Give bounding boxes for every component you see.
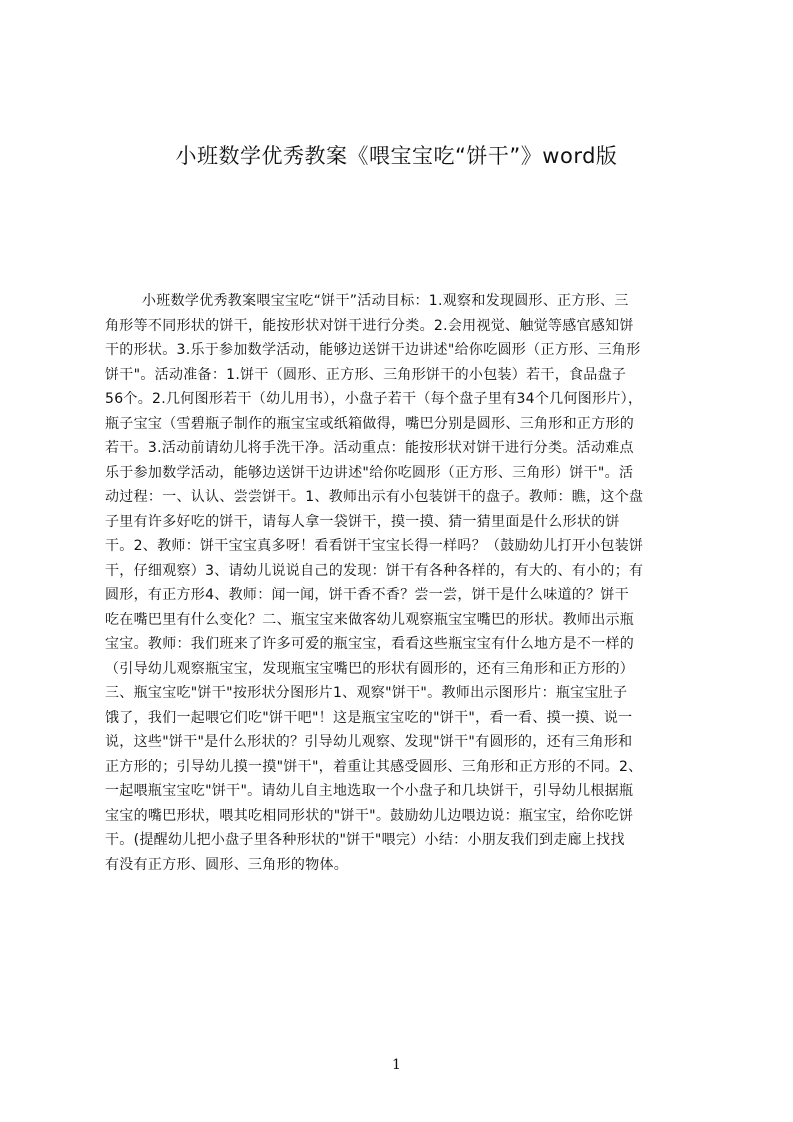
body-line: 角形等不同形状的饼干，能按形状对饼干进行分类。2.会用视觉、触觉等感官感知饼 <box>105 317 634 334</box>
document-title: 小班数学优秀教案《喂宝宝吃“饼干”》word版 <box>175 144 618 168</box>
body-line: 56个。2.几何图形若干（幼儿用书），小盘子若干（每个盘子里有34个几何图形片）， <box>105 391 643 407</box>
body-line: 干的形状。3.乐于参加数学活动，能够边送饼干边讲述"给你吃圆形（正方形、三角形 <box>105 342 641 358</box>
body-line: 说，这些"饼干"是什么形状的？引导幼儿观察、发现"饼干"有圆形的，还有三角形和 <box>105 734 633 750</box>
body-line: （引导幼儿观察瓶宝宝，发现瓶宝宝嘴巴的形状有圆形的，还有三角形和正方形的） <box>105 660 635 677</box>
body-line: 乐于参加数学活动，能够边送饼干边讲述"给你吃圆形（正方形、三角形）饼干"。活 <box>105 464 634 481</box>
page-number: 1 <box>392 1057 401 1073</box>
body-line: 动过程：一、认认、尝尝饼干。1、教师出示有小包装饼干的盘子。教师：瞧，这个盘 <box>105 489 644 505</box>
body-line: 圆形，有正方形4、教师：闻一闻，饼干香不香？尝一尝，饼干是什么味道的？饼干 <box>105 587 630 603</box>
body-line: 宝宝的嘴巴形状，喂其吃相同形状的"饼干"。鼓励幼儿边喂边说：瓶宝宝，给你吃饼 <box>105 807 634 824</box>
body-line: 吃在嘴巴里有什么变化？二、瓶宝宝来做客幼儿观察瓶宝宝嘴巴的形状。教师出示瓶 <box>105 611 635 628</box>
body-line: 瓶子宝宝（雪碧瓶子制作的瓶宝宝或纸箱做得，嘴巴分别是圆形、三角形和正方形的 <box>105 415 635 432</box>
body-line: 有没有正方形、圆形、三角形的物体。 <box>105 856 349 873</box>
document-body <box>105 289 697 929</box>
body-line: 一起喂瓶宝宝吃"饼干"。请幼儿自主地选取一个小盘子和几块饼干，引导幼儿根据瓶 <box>105 783 634 799</box>
body-line: 若干。3.活动前请幼儿将手洗干净。活动重点：能按形状对饼干进行分类。活动难点 <box>105 440 634 456</box>
body-line: 宝宝。教师：我们班来了许多可爱的瓶宝宝，看看这些瓶宝宝有什么地方是不一样的 <box>105 636 635 652</box>
body-line: 饼干"。活动准备：1.饼干（圆形、正方形、三角形饼干的小包装）若干，食品盘子 <box>105 366 627 383</box>
body-line: 干。2、教师：饼干宝宝真多呀！看看饼干宝宝长得一样吗？（鼓励幼儿打开小包装饼 <box>105 538 644 554</box>
body-line: 子里有许多好吃的饼干，请每人拿一袋饼干，摸一摸、猜一猜里面是什么形状的饼 <box>105 513 620 530</box>
body-line: 饿了，我们一起喂它们吃"饼干吧"！这是瓶宝宝吃的"饼干"，看一看、摸一摸、说一 <box>105 709 633 726</box>
body-line: 干。(提醒幼儿把小盘子里各种形状的"饼干"喂完）小结：小朋友我们到走廊上找找 <box>105 832 625 848</box>
body-line: 正方形的；引导幼儿摸一摸"饼干"，着重让其感受圆形、三角形和正方形的不同。2、 <box>105 758 643 775</box>
body-line: 三、瓶宝宝吃"饼干"按形状分图形片1、观察"饼干"。教师出示图形片：瓶宝宝肚子 <box>105 685 628 701</box>
body-line: 小班数学优秀教案喂宝宝吃“饼干”活动目标：1.观察和发现圆形、正方形、三 <box>142 293 629 309</box>
body-line: 干，仔细观察）3、请幼儿说说自己的发现：饼干有各种各样的，有大的、有小的；有 <box>105 562 644 579</box>
